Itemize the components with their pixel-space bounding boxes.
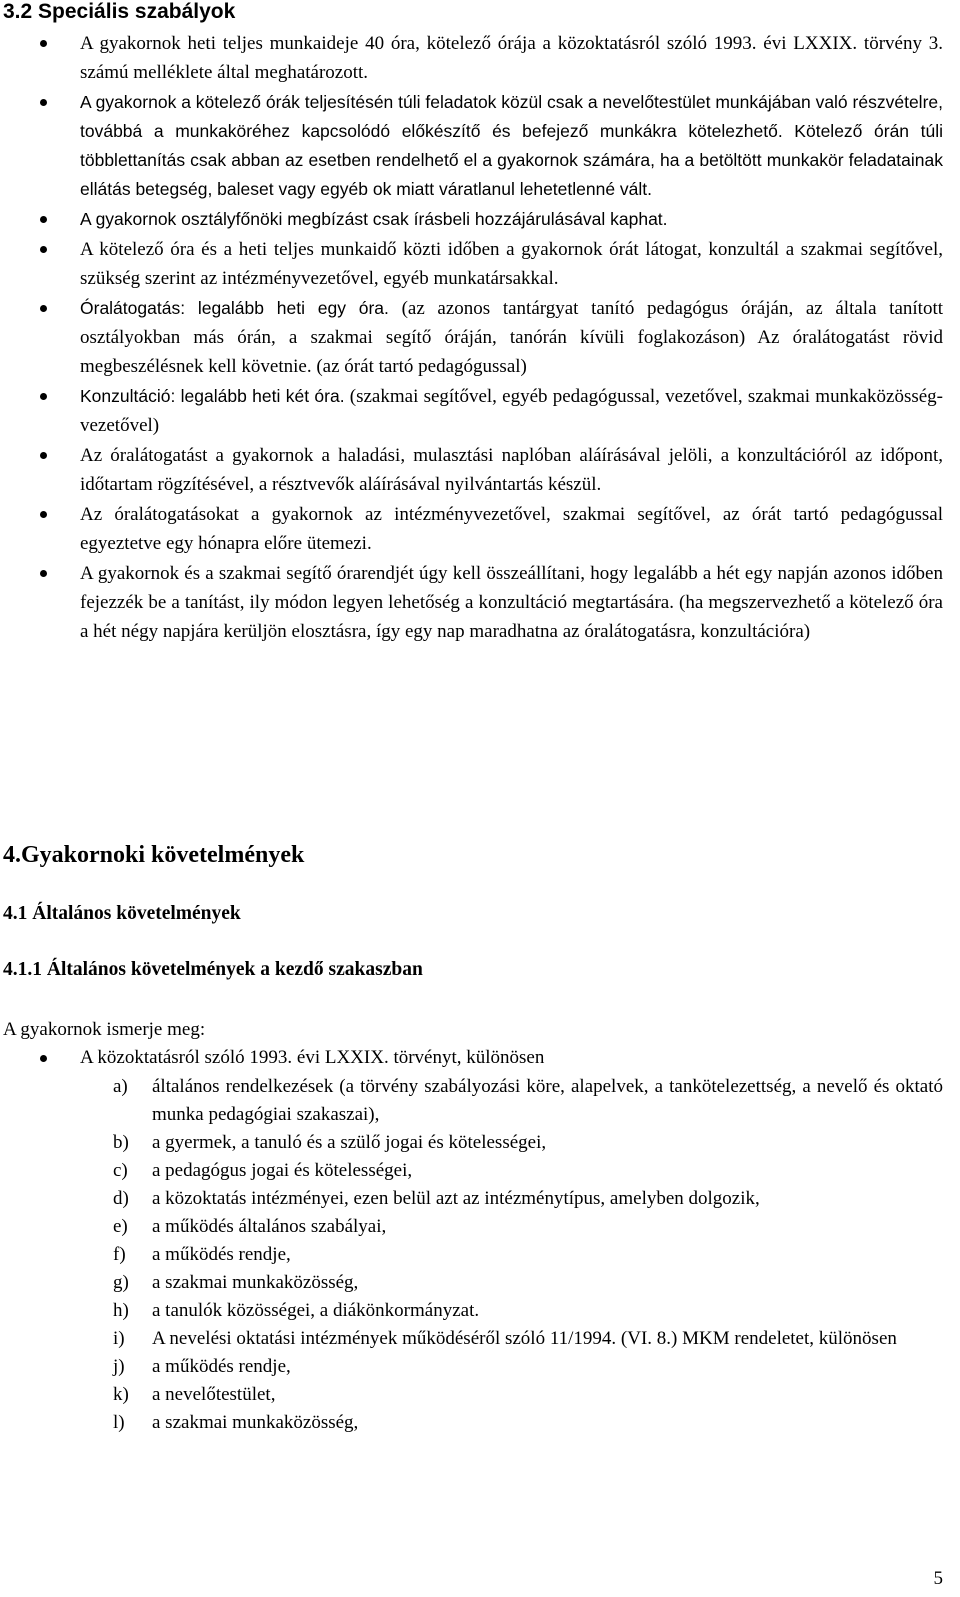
bullet-icon bbox=[40, 246, 47, 253]
list-item-text: (az azonos tantárgyat tanító pedagógus óráján, az általa tanított osztályokban más órán, a szakmai segítő óráján, tanórán kívüli foglakozáson) Az óralátogatást rövid megbeszélésnek kell követnie. (az órát tartó pedagógussal) bbox=[80, 298, 943, 377]
list-item-text: a szakmai munkaközösség, bbox=[152, 1412, 359, 1433]
list-item-text: a nevelőtestület, bbox=[152, 1384, 276, 1405]
list-item bbox=[0, 1269, 960, 1297]
list-item-text: a közoktatás intézményei, ezen belül azt az intézménytípus, amelyben dolgozik, bbox=[152, 1188, 760, 1209]
section-heading: 3.2 Speciális szabályok bbox=[3, 0, 236, 23]
law-item bbox=[0, 1044, 960, 1072]
list-item bbox=[0, 235, 960, 293]
list-item bbox=[0, 1353, 960, 1381]
list-item bbox=[0, 1241, 960, 1269]
list-item bbox=[0, 205, 960, 234]
list-marker: b) bbox=[113, 1132, 129, 1153]
list-marker: h) bbox=[113, 1300, 129, 1321]
list-item bbox=[0, 1185, 960, 1213]
list-item-text: a működés rendje, bbox=[152, 1356, 291, 1377]
sub-items-list bbox=[0, 1073, 960, 1437]
list-marker: g) bbox=[113, 1272, 129, 1293]
list-item bbox=[0, 441, 960, 499]
list-item bbox=[0, 1381, 960, 1409]
list-item-text: A nevelési oktatási intézmények működéséről szóló 11/1994. (VI. 8.) MKM rendeletet, különösen bbox=[152, 1328, 897, 1349]
list-item-text: a működés rendje, bbox=[152, 1244, 291, 1265]
bullet-icon bbox=[40, 393, 47, 400]
list-item-text: a működés általános szabályai, bbox=[152, 1216, 387, 1237]
bullet-icon bbox=[40, 452, 47, 459]
list-item bbox=[0, 1297, 960, 1325]
list-item-lead: A gyakornok a kötelező órák teljesítésén túli feladatok közül csak a nevelőtestület munkájában való részvételre, továbbá a munkaköréhez kapcsolódó előkészítő és befejező munkákra kötelezhető. bbox=[80, 92, 943, 141]
list-item bbox=[0, 1073, 960, 1129]
list-item-text: A kötelező óra és a heti teljes munkaidő közti időben a gyakornok órát látogat, konzultál a szakmai segítővel, szükség szerint az intézményvezetővel, egyéb munkatársakkal. bbox=[80, 239, 943, 289]
list-item-text: a tanulók közösségei, a diákönkormányzat. bbox=[152, 1300, 480, 1321]
list-item bbox=[0, 1157, 960, 1185]
list-item-lead: Konzultáció: legalább heti két óra. bbox=[80, 386, 345, 406]
list-item-text: a szakmai munkaközösség, bbox=[152, 1272, 359, 1293]
list-item bbox=[0, 294, 960, 381]
heading-requirements: 4.Gyakornoki követelmények bbox=[3, 842, 305, 868]
list-marker: a) bbox=[113, 1076, 128, 1097]
list-item bbox=[0, 1213, 960, 1241]
list-marker: c) bbox=[113, 1160, 128, 1181]
list-item-text: Az óralátogatásokat a gyakornok az intézményvezetővel, szakmai segítővel, az órát tartó pedagógussal egyeztetve egy hónapra előre ütemezi. bbox=[80, 504, 943, 554]
list-marker: f) bbox=[113, 1244, 126, 1265]
list-item-text: (szakmai segítővel, egyéb pedagógussal, vezetővel, szakmai munkaközösség-vezetővel) bbox=[80, 386, 943, 436]
page-number: 5 bbox=[933, 1568, 943, 1589]
list-item bbox=[0, 1129, 960, 1157]
list-marker: d) bbox=[113, 1188, 129, 1209]
list-item-text: A gyakornok és a szakmai segítő órarendjét úgy kell összeállítani, hogy legalább a hét egy napján azonos időben fejezzék be a tanítást, ily módon legyen lehetőség a konzultáció megtartására. (ha megszervezhető a kötelező óra a hét négy napjára kerüljön elosztásra, így egy nap maradhatna az óralátogatásra, konzultációra) bbox=[80, 563, 943, 642]
heading-initial-stage-requirements: 4.1.1 Általános követelmények a kezdő szakaszban bbox=[3, 959, 423, 980]
bullet-icon bbox=[40, 40, 47, 47]
bullet-icon bbox=[40, 570, 47, 577]
bullet-icon bbox=[40, 305, 47, 312]
list-item-text: Kötelező órán túli többlettanítás csak abban az esetben rendelhető el a gyakornok számára, ha a betöltött munkakör feladatainak ellátás betegség, baleset vagy egyéb ok miatt váratlanul lehetetlenné vált. bbox=[80, 121, 943, 199]
bullet-icon bbox=[40, 99, 47, 106]
list-marker: l) bbox=[113, 1412, 125, 1433]
list-item bbox=[0, 500, 960, 558]
list-item-text: a pedagógus jogai és kötelességei, bbox=[152, 1160, 413, 1181]
intro-text: A gyakornok ismerje meg: bbox=[3, 1019, 206, 1040]
list-item bbox=[0, 29, 960, 87]
list-marker: i) bbox=[113, 1328, 125, 1349]
list-marker: j) bbox=[113, 1356, 125, 1377]
bullet-icon bbox=[40, 216, 47, 223]
list-item-text: a gyermek, a tanuló és a szülő jogai és kötelességei, bbox=[152, 1132, 547, 1153]
list-marker: k) bbox=[113, 1384, 129, 1405]
list-item-lead: Óralátogatás: legalább heti egy óra. bbox=[80, 298, 389, 318]
list-marker: e) bbox=[113, 1216, 128, 1237]
bullet-icon bbox=[40, 1055, 47, 1062]
rules-list bbox=[0, 29, 960, 646]
list-item-text: A gyakornok heti teljes munkaideje 40 óra, kötelező órája a közoktatásról szóló 1993. évi LXXIX. törvény 3. számú melléklete által meghatározott. bbox=[80, 33, 943, 83]
list-item bbox=[0, 1325, 960, 1353]
list-item bbox=[0, 559, 960, 646]
list-item bbox=[0, 382, 960, 440]
law-item-text: A közoktatásról szóló 1993. évi LXXIX. törvényt, különösen bbox=[80, 1047, 545, 1068]
list-item-lead: A gyakornok osztályfőnöki megbízást csak írásbeli hozzájárulásával kaphat. bbox=[80, 209, 668, 229]
list-item bbox=[0, 1409, 960, 1437]
list-item-text: általános rendelkezések (a törvény szabályozási köre, alapelvek, a tankötelezettség, a nevelő és oktató munka pedagógiai szakaszai), bbox=[152, 1076, 943, 1125]
heading-general-requirements: 4.1 Általános követelmények bbox=[3, 903, 241, 924]
bullet-icon bbox=[40, 511, 47, 518]
list-item bbox=[0, 88, 960, 204]
list-item-text: Az óralátogatást a gyakornok a haladási, mulasztási naplóban aláírásával jelöli, a konzultációról az időpont, időtartam rögzítésével, a résztvevők aláírásával nyilvántartás készül. bbox=[80, 445, 943, 495]
